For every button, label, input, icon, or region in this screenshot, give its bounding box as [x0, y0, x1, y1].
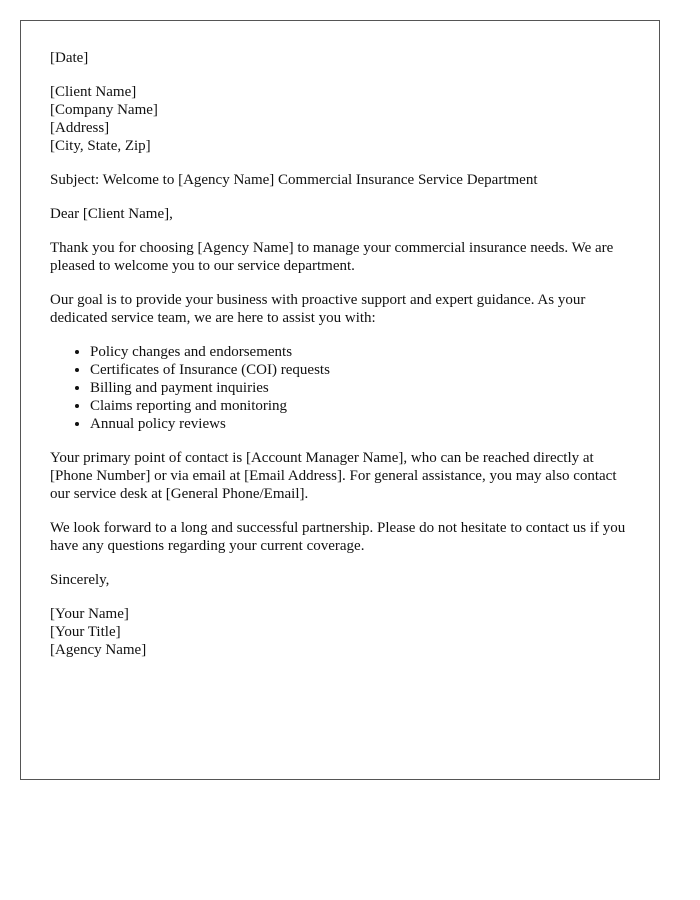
recipient-client-name: [Client Name] — [50, 84, 137, 100]
list-item: • Policy changes and endorsements — [90, 343, 635, 361]
letter-page — [20, 20, 660, 780]
list-item: • Claims reporting and monitoring — [90, 397, 635, 415]
closing-paragraph: We look forward to a long and successful partnership. Please do not hesitate to contact us if you have any questions regarding your current coverage. — [50, 520, 626, 554]
services-list — [50, 343, 635, 433]
list-item: • Certificates of Insurance (COI) requests — [90, 361, 635, 379]
list-item: • Annual policy reviews — [90, 415, 635, 433]
goal-paragraph: Our goal is to provide your business with proactive support and expert guidance. As your dedicated service team, we are here to assist you with: — [50, 292, 586, 326]
date-block — [50, 49, 635, 67]
subject-line: Subject: Welcome to [Agency Name] Commercial Insurance Service Department — [50, 172, 538, 188]
contact-paragraph: Your primary point of contact is [Account Manager Name], who can be reached directly at [Phone Number] or via email at [Email Address]. For general assistance, you may also contact our service desk at [General Phone/Email]. — [50, 450, 617, 502]
signature-title: [Your Title] — [50, 624, 121, 640]
recipient-address: [Address] — [50, 120, 110, 136]
recipient-city-state-zip: [City, State, Zip] — [50, 138, 151, 154]
signature-agency: [Agency Name] — [50, 642, 147, 658]
letter-body — [50, 49, 635, 675]
valediction: Sincerely, — [50, 572, 110, 588]
salutation: Dear [Client Name], — [50, 206, 173, 222]
recipient-company-name: [Company Name] — [50, 102, 158, 118]
letter-date: [Date] — [50, 50, 89, 66]
list-item: • Billing and payment inquiries — [90, 379, 635, 397]
intro-paragraph: Thank you for choosing [Agency Name] to manage your commercial insurance needs. We are pleased to welcome you to our service department. — [50, 240, 614, 274]
signature-block — [50, 605, 635, 659]
recipient-address-block — [50, 83, 635, 155]
signature-name: [Your Name] — [50, 606, 129, 622]
